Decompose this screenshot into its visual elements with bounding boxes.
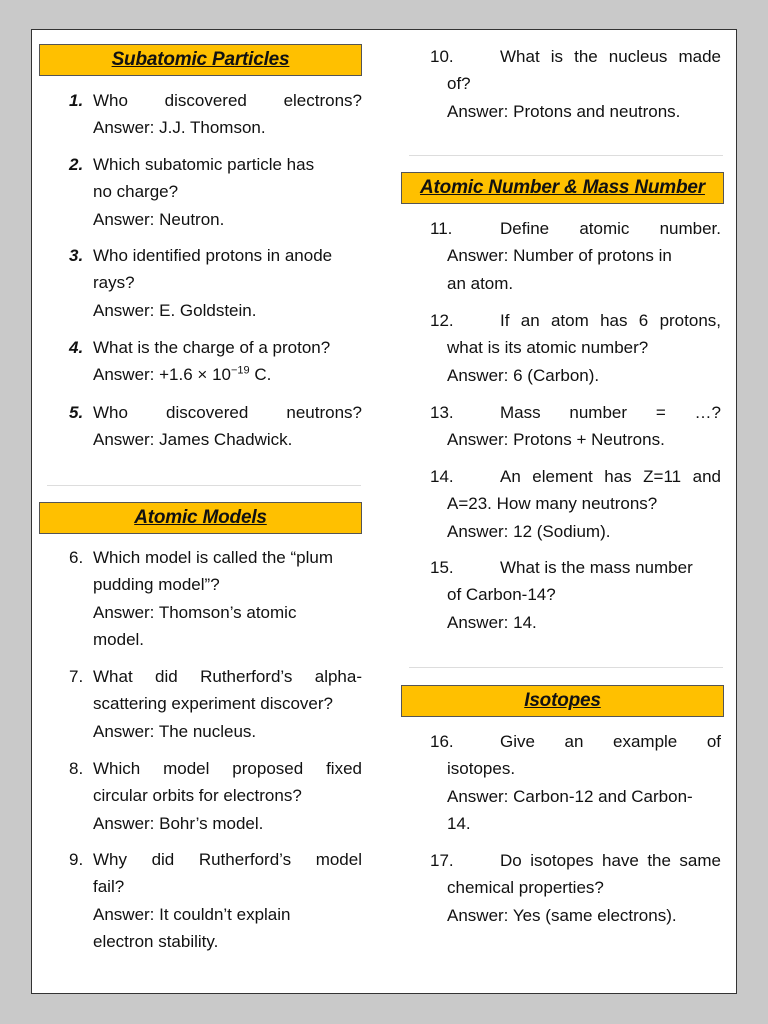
question-15: 15. What is the mass number of Carbon-14? Answer: 14. bbox=[430, 558, 693, 632]
heading-atomic-models: Atomic Models bbox=[39, 502, 362, 534]
section-divider bbox=[409, 155, 723, 156]
question-1: 1. Who discovered electrons? Answer: J.J. Thomson. bbox=[69, 91, 362, 138]
question-9: 9. Why did Rutherford’s model fail? Answer: It couldn’t explain electron stability. bbox=[69, 850, 362, 951]
heading-subatomic-particles: Subatomic Particles bbox=[39, 44, 362, 76]
question-11: 11. Define atomic number. Answer: Number of protons in an atom. bbox=[430, 219, 721, 293]
heading-atomic-mass-number: Atomic Number & Mass Number bbox=[401, 172, 724, 204]
question-14: 14. An element has Z=11 and A=23. How many neutrons? Answer: 12 (Sodium). bbox=[430, 467, 721, 541]
question-10: 10. What is the nucleus made of? Answer: Protons and neutrons. bbox=[430, 47, 721, 121]
question-13: 13. Mass number = …? Answer: Protons + Neutrons. bbox=[430, 403, 721, 450]
question-17: 17. Do isotopes have the same chemical properties? Answer: Yes (same electrons). bbox=[430, 851, 721, 925]
question-3: 3. Who identified protons in anode rays? Answer: E. Goldstein. bbox=[69, 246, 333, 320]
question-5: 5. Who discovered neutrons? Answer: James Chadwick. bbox=[69, 403, 362, 450]
question-7: 7. What did Rutherford’s alpha- scattering experiment discover? Answer: The nucleus. bbox=[69, 667, 362, 741]
question-2: 2. Which subatomic particle has no charge? Answer: Neutron. bbox=[69, 155, 315, 229]
question-6: 6. Which model is called the “plum pudding model”? Answer: Thomson’s atomic model. bbox=[69, 548, 333, 649]
question-4: 4. What is the charge of a proton? Answer: $+1.6 \times 10^{-19}$ C. bbox=[69, 338, 331, 385]
section-divider bbox=[47, 485, 361, 486]
question-12: 12. If an atom has 6 protons, what is its atomic number? Answer: 6 (Carbon). bbox=[430, 311, 721, 385]
question-16: 16. Give an example of isotopes. Answer: Carbon-12 and Carbon- 14. bbox=[430, 732, 721, 833]
section-divider bbox=[409, 667, 723, 668]
question-8: 8. Which model proposed fixed circular orbits for electrons? Answer: Bohr’s model. bbox=[69, 759, 362, 833]
heading-isotopes: Isotopes bbox=[401, 685, 724, 717]
worksheet-page bbox=[31, 29, 737, 994]
